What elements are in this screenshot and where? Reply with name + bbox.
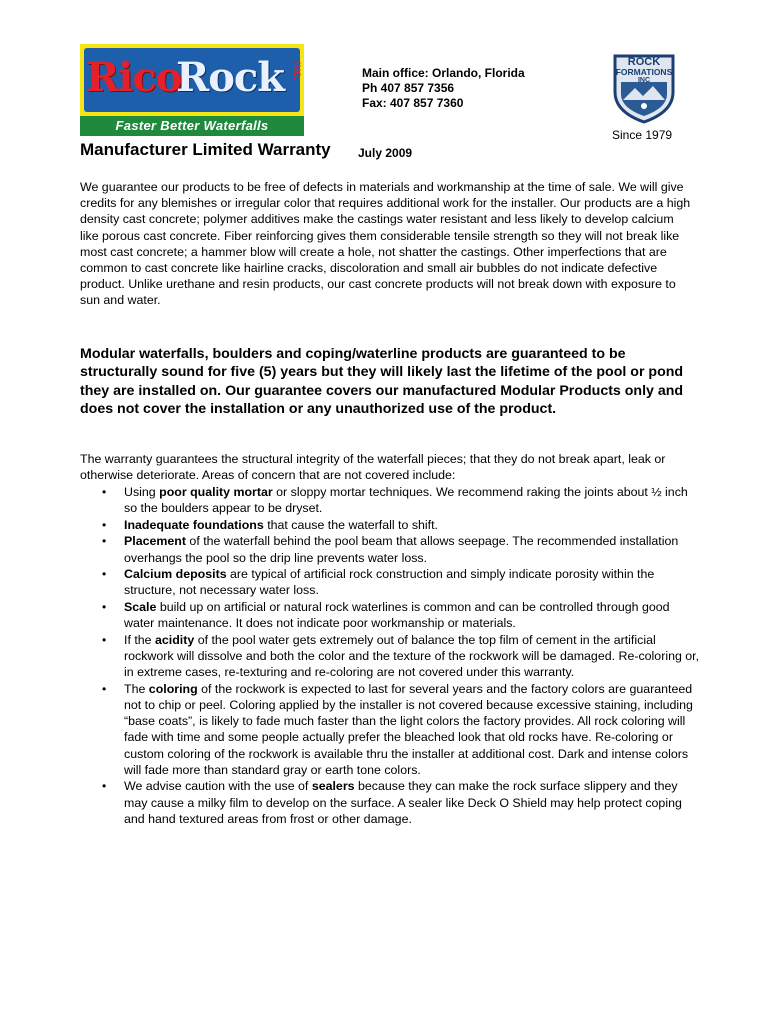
concerns-intro: The warranty guarantees the structural integrity of the waterfall pieces; that they do not break apart, leak or otherwise deteriorate. Areas of concern that are not covered include: <box>80 452 666 483</box>
bullet-icon: • <box>102 534 107 549</box>
page-title: Manufacturer Limited Warranty <box>80 140 331 159</box>
rico-rock-logo <box>80 44 304 136</box>
list-item: • Scale build up on artificial or natural rock waterlines is common and can be controlled through good water maintenance. It does not indicate poor workmanship or materials. <box>102 599 670 631</box>
list-item: • Calcium deposits are typical of artificial rock construction and simply indicate porosity within the structure, not necessary water loss. <box>102 567 655 598</box>
list-item: • We advise caution with the use of sealers because they can make the rock surface slippery and they may cause a milky film to develop on the surface. A sealer like Deck O Shield may help protect coping and hand textured areas from frost or other damage. <box>102 779 682 826</box>
list-item: • Placement of the waterfall behind the pool beam that allows seepage. The recommended installation overhangs the pool so the drip line prevents water loss. <box>102 534 679 565</box>
document-date: July 2009 <box>358 146 413 160</box>
bullet-icon: • <box>102 681 107 696</box>
bullet-icon: • <box>102 485 107 499</box>
rock-formations-badge <box>611 48 677 124</box>
concerns-list <box>80 484 700 827</box>
guarantee-statement: Modular waterfalls, boulders and coping/waterline products are guaranteed to be structurally sound for five (5) years but they will likely last the lifetime of the pool or pond they are installed on. Our guarantee covers our manufactured Modular Products only and does not cover the installation or any unauthorized use of the product. <box>80 346 684 417</box>
since-year: Since 1979 <box>612 128 673 142</box>
bullet-icon: • <box>102 632 107 647</box>
logo-inc-text: INC. <box>292 62 302 80</box>
list-item: • Using poor quality mortar or sloppy mortar techniques. We recommend raking the joints about ½ inch so the boulders appear to be dryset. <box>102 485 688 516</box>
logo-rico-text: Rico <box>86 54 182 101</box>
bullet-icon: • <box>102 517 107 532</box>
badge-rock-text: ROCK <box>627 56 661 68</box>
bullet-icon: • <box>102 599 107 614</box>
intro-paragraph: We guarantee our products to be free of defects in materials and workmanship at the time of sale. We will give credits for any blemishes or irregular color that requires additional work for the installer. Our products are a high density cast concrete; polymer additives make the castings water resistant and less likely to develop calcium like porous cast concrete. Fiber reinforcing gives them considerable tensile strength so they will not break like most cast concrete; a hammer blow will create a hole, not shatter the castings. Other imperfections that are common to cast concrete like hairline cracks, discoloration and small air bubbles do not indicate defective product. Unlike urethane and resin products, our cast concrete products will not break down with exposure to sun and water. <box>80 180 691 308</box>
bullet-icon: • <box>102 779 107 794</box>
badge-formations-text: FORMATIONS <box>615 67 673 77</box>
office-phone: Ph 407 857 7356 <box>362 81 455 95</box>
list-item: • Inadequate foundations that cause the waterfall to shift. <box>102 517 438 532</box>
list-item: • The coloring of the rockwork is expected to last for several years and the factory colors are guaranteed not to chip or peel. Coloring applied by the installer is not covered because excessive staining, including “base coats”, is likely to fade much faster than the light colors the factory provides. All rock coloring will fade with time and some people actually prefer the bleached look that old rocks have. Re-coloring or custom coloring of the rockwork is available thru the installer at additional cost. Dark and intense colors will fade more than standard gray or earth tone colors. <box>102 681 693 777</box>
bullet-icon: • <box>102 567 107 582</box>
office-address: Main office: Orlando, Florida <box>362 66 525 80</box>
list-item: • If the acidity of the pool water gets extremely out of balance the top film of cement in the artificial rockwork will dissolve and both the color and the texture of the rockwork will be damaged. Re-coloring or, in extreme cases, re-texturing and re-coloring are not covered under this warranty. <box>102 632 700 680</box>
badge-inc-text: INC <box>637 77 651 84</box>
logo-rock-text: Rock <box>176 54 284 101</box>
logo-tagline: Faster Better Waterfalls <box>115 118 269 133</box>
office-fax: Fax: 407 857 7360 <box>362 96 464 110</box>
